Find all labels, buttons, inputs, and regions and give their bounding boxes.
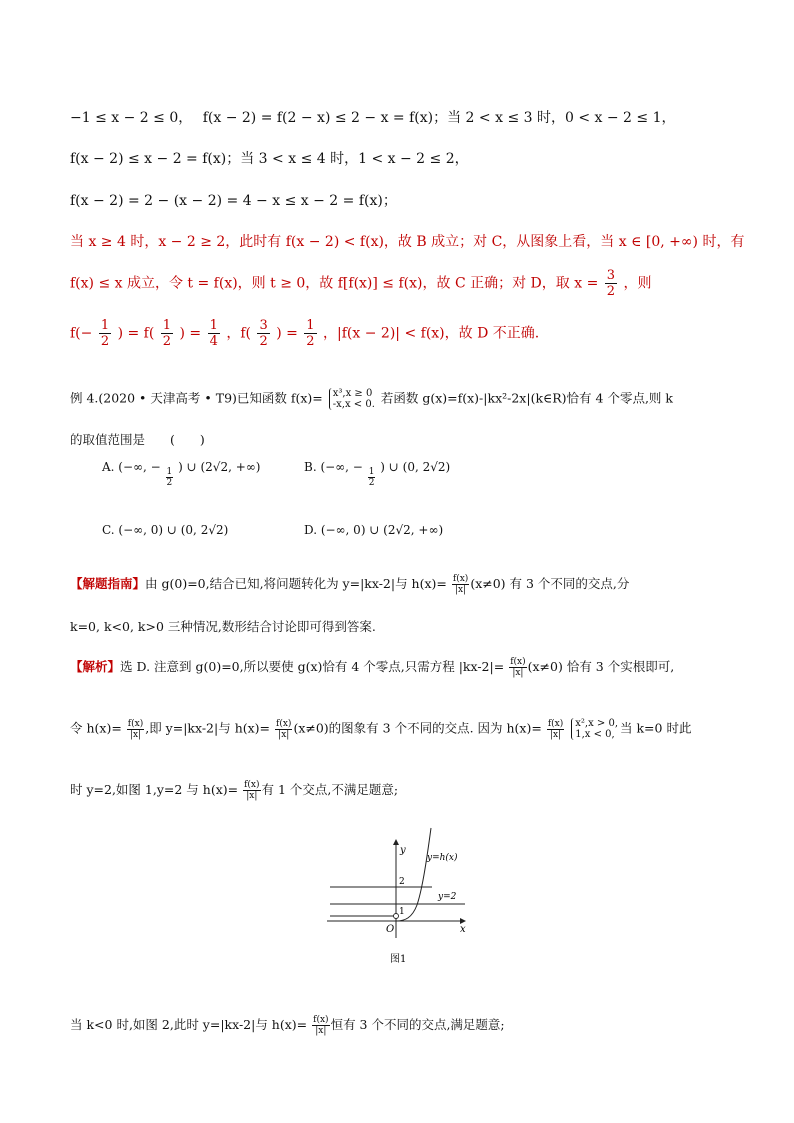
fraction-three-halves: $\frac{3}{2}$ <box>606 268 616 299</box>
analysis-label: 【解析】 <box>70 659 121 674</box>
piecewise-h: x²,x > 0, 1,x < 0, <box>571 718 618 740</box>
solution-line-4 <box>70 231 744 251</box>
y-axis-label: y <box>400 845 406 856</box>
guide-line-1: 【解题指南】由 g(0)=0,结合已知,将问题转化为 y=|kx-2|与 h(x)= $\frac{f(x)}{|x|}$ (x≠0) 有 3 个不同的交点,分 <box>70 574 630 595</box>
label-h: y=h(x) <box>427 853 458 863</box>
analysis-line-1: 【解析】选 D. 注意到 g(0)=0,所以要使 g(x)恰有 4 个零点,只需方程 |kx-2|= $\frac{f(x)}{|x|}$ (x≠0) 恰有 3 个实根即可, <box>70 657 675 678</box>
tick-2: 2 <box>399 877 405 887</box>
line1-part-b: f(x − 2) = f(2 − x) ≤ 2 − x = f(x)；当 2 < x ≤ 3 时，0 < x − 2 ≤ 1， <box>202 110 676 126</box>
line4-text: 当 x ≥ 4 时，x − 2 ≥ 2，此时有 f(x − 2) < f(x)，故 B 成立；对 C，从图象上看，当 x ∈ [0, +∞) 时，有 <box>70 234 745 250</box>
solution-line-1 <box>70 107 676 127</box>
example-4-statement: 例 4.(2020 • 天津高考 • T9)已知函数 f(x)= x³,x ≥ 0 -x,x < 0. 若函数 g(x)=f(x)-|kx²-2x|(k∈R)恰有 4 个零点,则 k <box>70 388 673 410</box>
analysis-line-3: 时 y=2,如图 1,y=2 与 h(x)= $\frac{f(x)}{|x|}$ 有 1 个交点,不满足题意; <box>70 780 399 801</box>
solution-line-2 <box>70 148 469 168</box>
line1-part-a: −1 ≤ x − 2 ≤ 0， <box>70 110 193 126</box>
solution-line-6: f(− $\frac{1}{2}$ ) = f( $\frac{1}{2}$ ) = $\frac{1}{4}$ ，f( $\frac{3}{2}$ ) = $\frac{1}{2}$ ，|f(x − 2)| < f(x)，故 D 不正确. <box>70 318 540 349</box>
option-d: D. (−∞, 0) ∪ (2√2, +∞) <box>304 523 444 537</box>
line5-tail: ，则 <box>623 275 652 292</box>
option-a: A. (−∞, − $\frac{1}{2}$ ) ∪ (2√2, +∞) <box>102 460 261 488</box>
option-c: C. (−∞, 0) ∪ (0, 2√2) <box>102 523 229 537</box>
origin-label: O <box>386 924 395 935</box>
guide-line-2: k=0, k<0, k>0 三种情况,数形结合讨论即可得到答案. <box>70 619 376 634</box>
solution-line-5 <box>70 268 652 299</box>
figure-caption: 图1 <box>390 954 407 965</box>
line3-text: f(x − 2) = 2 − (x − 2) = 4 − x ≤ x − 2 = f(x)； <box>70 193 397 209</box>
option-b: B. (−∞, − $\frac{1}{2}$ ) ∪ (0, 2√2) <box>304 460 451 488</box>
tick-1: 1 <box>399 907 405 917</box>
example-4-line-2: 的取值范围是 ( ) <box>70 432 205 447</box>
piecewise-f: x³,x ≥ 0 -x,x < 0. <box>329 388 375 410</box>
analysis-line-4: 当 k<0 时,如图 2,此时 y=|kx-2|与 h(x)= $\frac{f(x)}{|x|}$ 恒有 3 个不同的交点,满足题意; <box>70 1015 505 1036</box>
open-point <box>394 914 399 919</box>
line5-text: f(x) ≤ x 成立，令 t = f(x)，则 t ≥ 0，故 f[f(x)] ≤ f(x)，故 C 正确；对 D，取 x = <box>70 275 599 292</box>
figure-1 <box>0 820 794 1000</box>
solution-line-3 <box>70 190 397 210</box>
x-axis-label: x <box>460 924 466 935</box>
guide-label: 【解题指南】 <box>70 576 146 591</box>
analysis-line-2: 令 h(x)= $\frac{f(x)}{|x|}$ ,即 y=|kx-2|与 h(x)= $\frac{f(x)}{|x|}$ (x≠0)的图象有 3 个不同的交点. 因为 h(x)= $\frac{f(x)}{|x|}$ x²,x > 0, 1,x < 0, 当 k=0 时此 <box>70 718 692 740</box>
label-y2: y=2 <box>438 892 457 902</box>
line2-text: f(x − 2) ≤ x − 2 = f(x)；当 3 < x ≤ 4 时，1 < x − 2 ≤ 2， <box>70 151 469 167</box>
